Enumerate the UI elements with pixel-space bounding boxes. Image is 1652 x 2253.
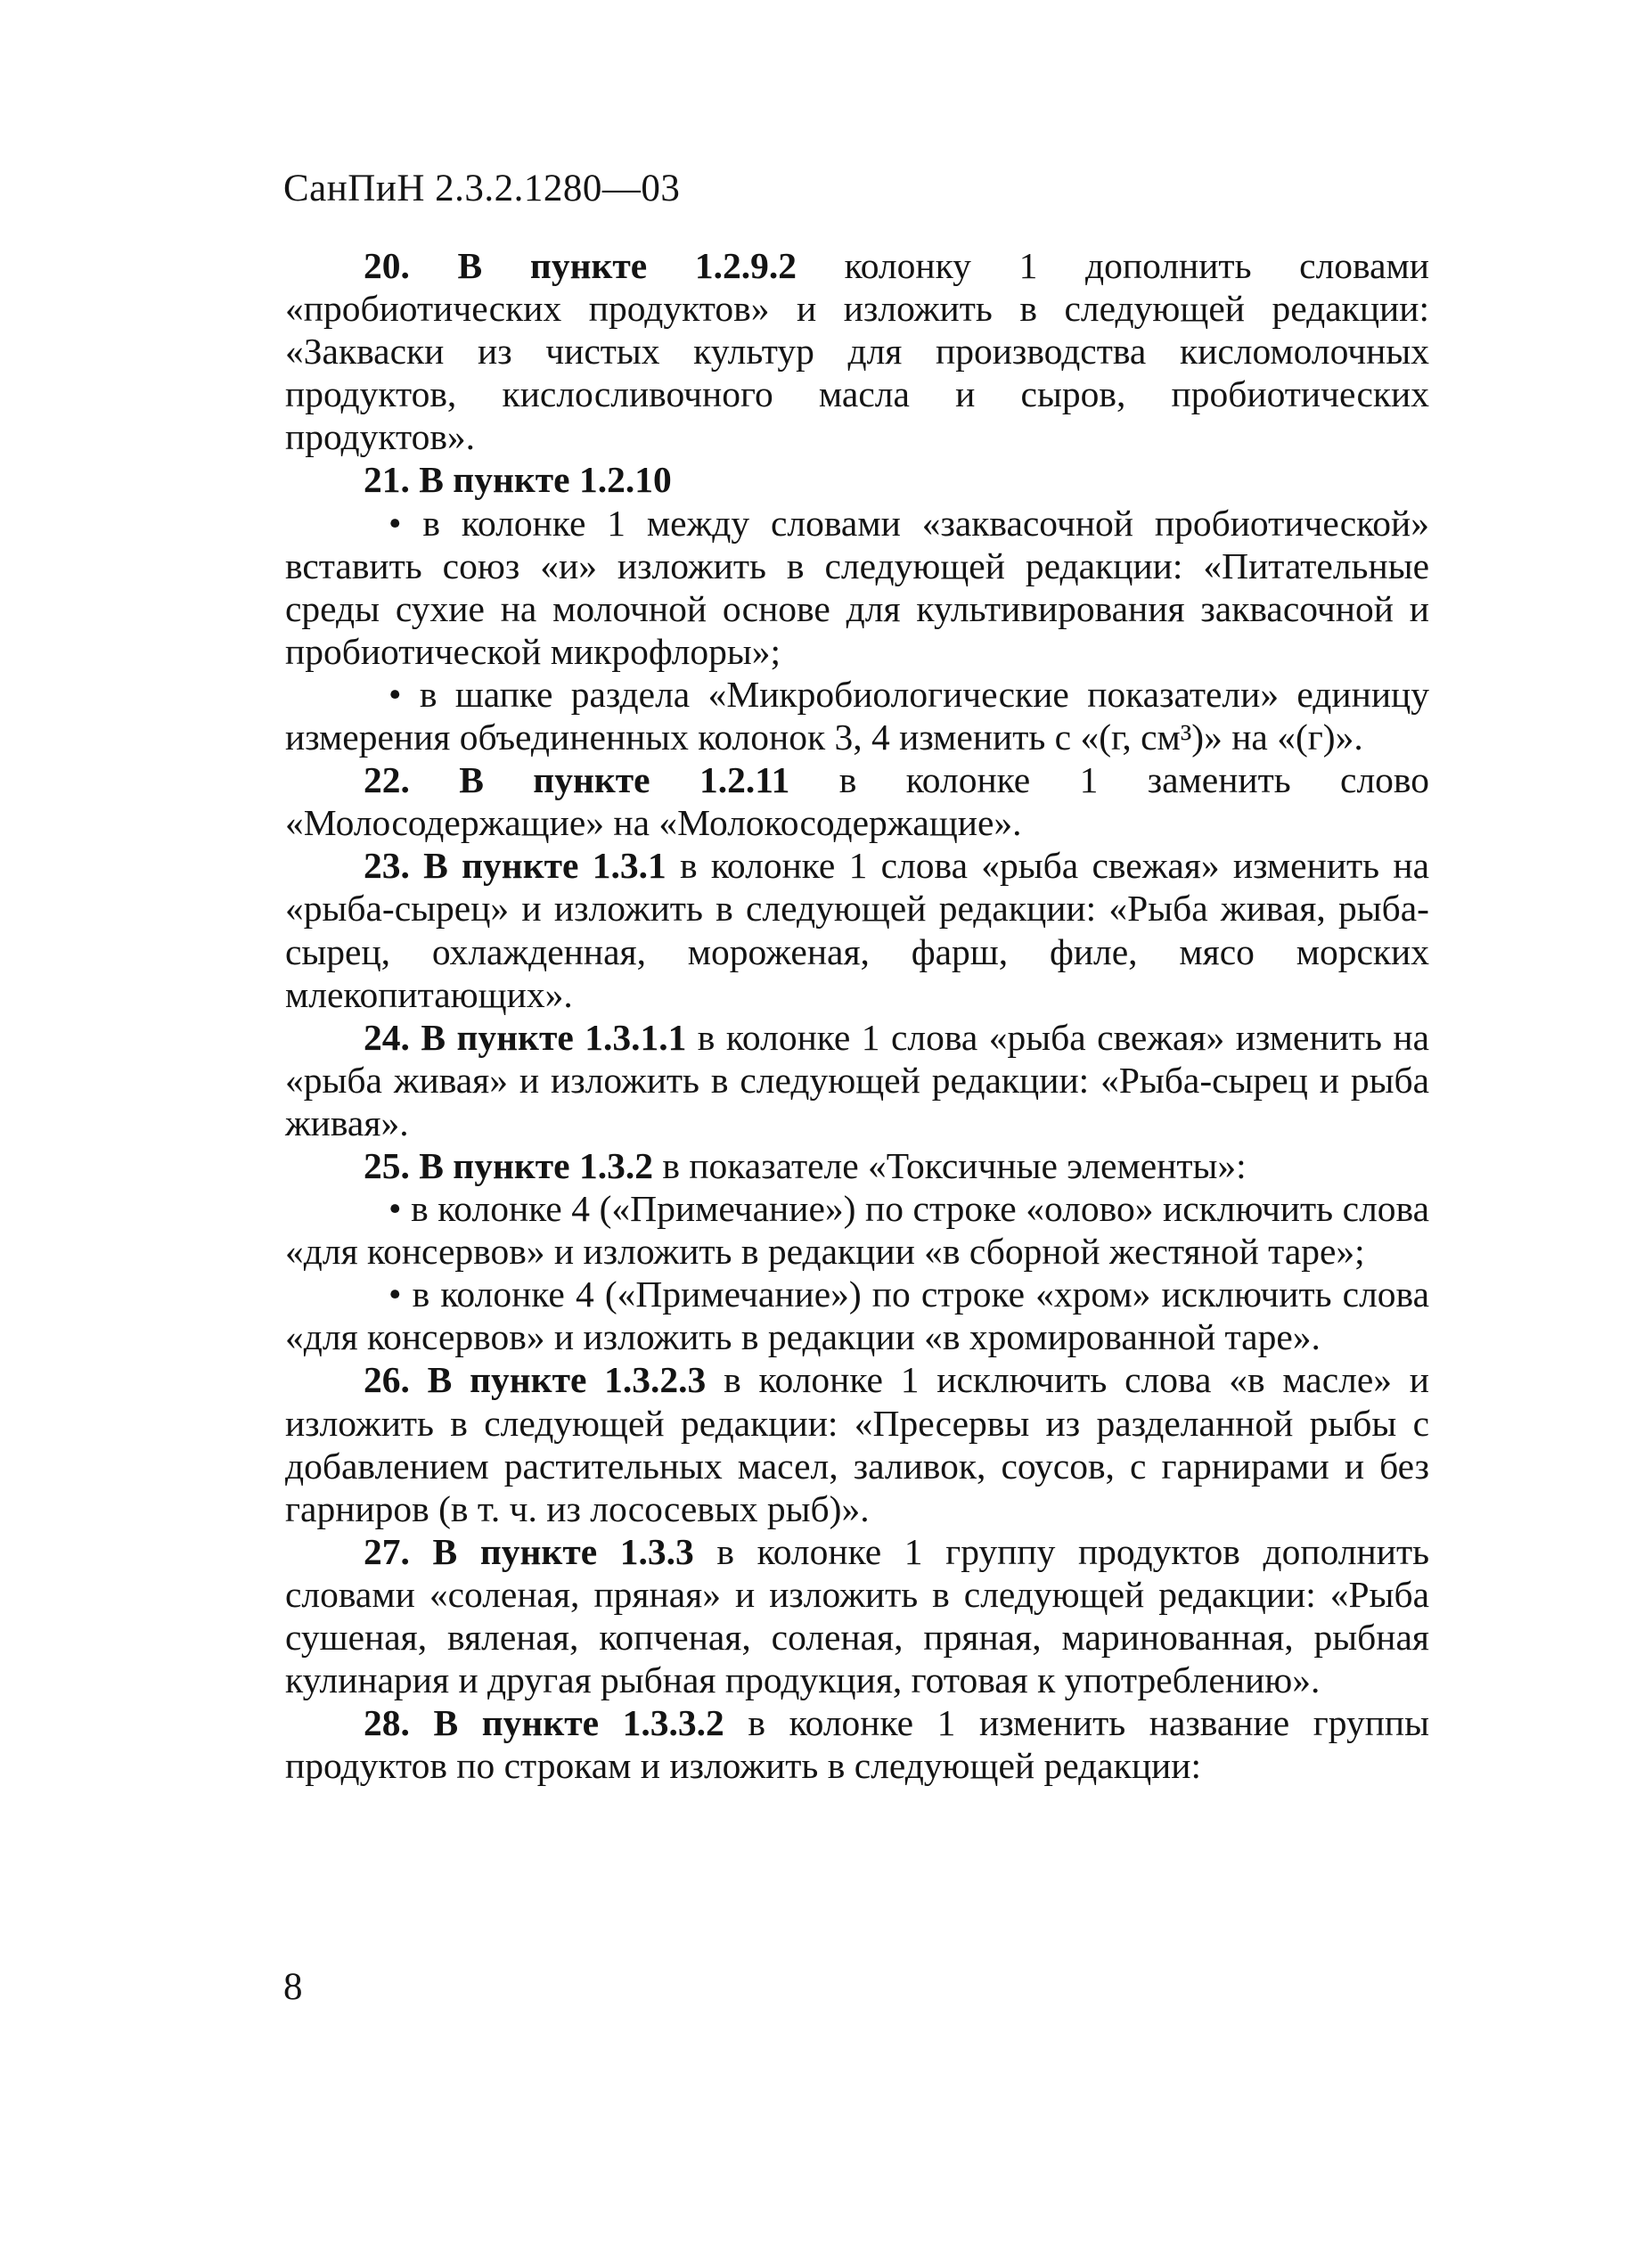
- paragraph-item-28: [285, 1701, 1429, 1787]
- bullet-paragraph: [285, 673, 1429, 758]
- paragraph-text: • в колонке 1 между словами «заквасочной пробиотической» вставить союз «и» изложить в следующей редакции: «Питательные среды сухие на молочной основе для культивирования заквасочной и пробиотической микрофлоры»;: [285, 502, 1429, 672]
- paragraph-item-23: [285, 844, 1429, 1015]
- paragraph-lead: 23. В пункте 1.3.1: [364, 845, 667, 887]
- paragraph-text: • в колонке 4 («Примечание») по строке «хром» исключить слова «для консервов» и изложить в редакции «в хромированной таре».: [285, 1274, 1429, 1358]
- paragraph-lead: 28. В пункте 1.3.3.2: [364, 1702, 724, 1744]
- bullet-paragraph: [285, 502, 1429, 673]
- paragraph-text: в колонке 1 группу продуктов дополнить словами «соленая, пряная» и изложить в следующей редакции: «Рыба сушеная, вяленая, копченая, соленая, пряная, маринованная, рыбная кулинария и другая рыбная продукция, готовая к употреблению».: [285, 1530, 1430, 1701]
- paragraph-text: в колонке 1 слова «рыба свежая» изменить на «рыба-сырец» и изложить в следующей редакции: «Рыба живая, рыба-сырец, охлажденная, мороженая, фарш, филе, мясо морских млекопитающих».: [285, 845, 1429, 1015]
- paragraph-text: в колонке 1 заменить слово «Молосодержащие» на «Молокосодержащие».: [285, 759, 1429, 844]
- paragraph-item-24: [285, 1016, 1429, 1144]
- bullet-paragraph: [285, 1187, 1429, 1273]
- document-header: СанПиН 2.3.2.1280—03: [283, 168, 681, 209]
- page-number: 8: [283, 1966, 303, 2008]
- paragraph-lead: 27. В пункте 1.3.3: [364, 1530, 694, 1572]
- document-body: [285, 244, 1429, 1787]
- paragraph-text: • в шапке раздела «Микробиологические показатели» единицу измерения объединенных колонок 3, 4 изменить с «(г, см³)» на «(г)».: [285, 673, 1429, 758]
- paragraph-lead: 26. В пункте 1.3.2.3: [364, 1359, 707, 1401]
- paragraph-lead: 25. В пункте 1.3.2: [364, 1144, 653, 1186]
- paragraph-item-25: [285, 1144, 1429, 1187]
- paragraph-item-26: [285, 1358, 1429, 1529]
- paragraph-text: в колонке 1 слова «рыба свежая» изменить на «рыба живая» и изложить в следующей редакции: «Рыба-сырец и рыба живая».: [285, 1016, 1430, 1143]
- paragraph-item-21: [285, 458, 1429, 501]
- bullet-paragraph: [285, 1273, 1429, 1358]
- paragraph-text: в показателе «Токсичные элементы»:: [652, 1144, 1247, 1186]
- paragraph-lead: 20. В пункте 1.2.9.2: [364, 245, 797, 286]
- paragraph-text: в колонке 1 изменить название группы продуктов по строкам и изложить в следующей редакции:: [285, 1702, 1429, 1787]
- paragraph-item-22: [285, 758, 1429, 844]
- paragraph-lead: 24. В пункте 1.3.1.1: [364, 1016, 687, 1058]
- paragraph-text: • в колонке 4 («Примечание») по строке «олово» исключить слова «для консервов» и изложить в редакции «в сборной жестяной таре»;: [285, 1188, 1429, 1273]
- paragraph-lead: 22. В пункте 1.2.11: [364, 759, 790, 801]
- paragraph-text: колонку 1 дополнить словами «пробиотических продуктов» и изложить в следующей редакции: «Закваски из чистых культур для производства кисломолочных продуктов, кислосливочного масла и сыров, пробиотических продуктов».: [285, 245, 1429, 458]
- paragraph-lead: 21. В пункте 1.2.10: [364, 459, 672, 501]
- paragraph-item-20: [285, 244, 1429, 458]
- paragraph-item-27: [285, 1530, 1429, 1701]
- paragraph-text: в колонке 1 исключить слова «в масле» и изложить в следующей редакции: «Пресервы из разделанной рыбы с добавлением растительных масел, заливок, соусов, с гарнирами и без гарниров (в т. ч. из лососевых рыб)».: [285, 1359, 1430, 1529]
